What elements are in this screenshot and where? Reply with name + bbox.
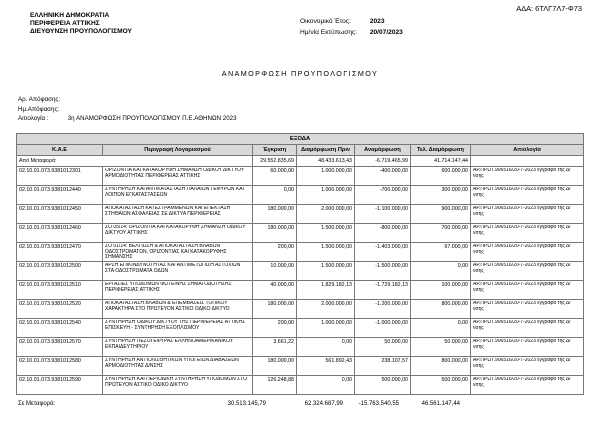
row-before: 2.000.000,00 — [297, 205, 355, 224]
issuer-line: ΔΙΕΥΘΥΝΣΗ ΠΡΟΥΠΟΛΟΓΙΣΜΟΥ — [30, 28, 132, 35]
issuer-line: ΠΕΡΙΦΕΡΕΙΑ ΑΤΤΙΚΗΣ — [30, 20, 100, 27]
column-header: Αιτιολογία — [471, 145, 584, 156]
row-approval: 200,00 — [253, 243, 297, 262]
row-description — [103, 300, 253, 319]
row-note — [471, 262, 584, 281]
row-note-text: ΑΡ.ΠΡΩΤ.906516/20-7-2023 εγγραφο της Δ/νσης — [473, 168, 571, 179]
row-note-text: ΑΡ.ΠΡΩΤ.906516/20-7-2023 εγγραφο της Δ/νσης — [473, 187, 571, 198]
row-code: 02.10.01.073.9381012570 — [17, 338, 103, 357]
row-final: 500.000,00 — [411, 376, 471, 395]
row-description-text: ΣΟ 05/14: ΟΡΙΖΟΝΤΙΑ ΚΑΙ ΚΑΤΑΚΟΡΥΦΗ ΣΗΜΑΝΣΗ ΟΔΙΚΟΥ ΔΙΚΤΥΟΥ ΑΤΤΙΚΗΣ — [105, 225, 246, 236]
table-row — [17, 262, 584, 281]
row-before: 1.500.000,00 — [297, 224, 355, 243]
row-approval: 180.000,00 — [253, 224, 297, 243]
row-description — [103, 224, 253, 243]
column-headers — [17, 145, 584, 156]
column-header: Κ.Α.Ε — [17, 145, 103, 156]
row-description-text: ΟΡΙΖΟΝΤΙΑ ΚΑΙ ΚΑΤΑΚΟΡΥΦΗ ΣΗΜΑΝΣΗ ΟΔΙΚΟΥ ΔΙΚΤΥΟΥ ΑΡΜΟΔΙΟΤΗΤΑΣ ΠΕΡΙΦΕΡΕΙΑΣ ΑΤΤΙΚΗΣ — [105, 168, 245, 179]
row-code: 02.10.01.073.9381012520 — [17, 300, 103, 319]
row-code: 02.10.01.073.9381012580 — [17, 357, 103, 376]
row-final: 700.000,00 — [411, 224, 471, 243]
totals-before: 62.324.687,99 — [304, 401, 343, 407]
row-note — [471, 357, 584, 376]
row-code: 02.10.01.073.9381012590 — [17, 376, 103, 395]
print-date: 20/07/2023 — [369, 29, 403, 36]
justification: 3η ΑΝΑΜΟΡΦΩΣΗ ΠΡΟΥΠΟΛΟΓΙΣΜΟΥ Π.Ε.ΑΘΗΝΩΝ 2023 — [67, 115, 237, 123]
totals-final: 46.561.147,44 — [421, 401, 460, 407]
row-before: 0,00 — [297, 338, 355, 357]
totals-approval: 30.513.145,79 — [227, 401, 266, 407]
table-row — [17, 281, 584, 300]
carry-approval: 29.552.835,69 — [253, 156, 297, 167]
row-code: 02.10.01.073.9381012470 — [17, 243, 103, 262]
justification-label: Αιτιολογία : — [18, 115, 49, 123]
column-header: Τελ. Διαμόρφωση — [411, 145, 471, 156]
decision-no-label: Αρ. Απόφασης: — [18, 96, 61, 103]
row-note — [471, 300, 584, 319]
row-before: 1.829.182,13 — [297, 281, 355, 300]
row-approval: 3.661,22 — [253, 338, 297, 357]
row-description-text: ΑΠΟΚΑΤΑΣΤΑΣΗ ΒΛΑΒΩΝ & ΕΠΕΜΒΑΣΕΙΣ ΤΟΠΙΚΟΥ ΧΑΡΑΚΤΗΡΑ ΣΤΟ ΠΡΩΤΕΥΟΝ ΑΣΤΙΚΟ ΟΔΙΚΟ ΔΙΚΤΥΟ — [105, 301, 230, 312]
row-description-text: ΣΥΝΤΗΡΗΣΗ ΠΕΖΟΓΕΦΥΡΑΣ ΕΛΛΗΝΟΑΜΕΡΙΚΑΝΙΚΟΥ ΕΚΠΑΙΔΕΥΤΗΡΙΟΥ — [105, 339, 234, 350]
row-description-text: ΣΥΝΤΗΡΗΣΗ ΚΑΙ ΠΕΡΙΟΔΙΚΗ ΣΥΝΤΗΡΗΣΗ ΥΠΟΔΟΜΩΝ ΣΤΟ ΠΡΩΤΕΥΟΝ ΑΣΤΙΚΟ ΟΔΙΚΟ ΔΙΚΤΥΟ — [105, 377, 248, 388]
row-code: 02.10.01.073.9381012500 — [17, 262, 103, 281]
table-row — [17, 319, 584, 338]
decision-meta — [18, 95, 237, 124]
table-row — [17, 376, 584, 395]
fiscal-year-label: Οικονομικό Έτος: — [300, 18, 351, 25]
row-change: -800.000,00 — [355, 224, 411, 243]
row-description — [103, 281, 253, 300]
print-date-label: Ημ/νία Εκτύπωσης: — [300, 29, 358, 36]
row-note-text: ΑΡ.ΠΡΩΤ.906516/20-7-2023 εγγραφο της Δ/νσης — [473, 206, 571, 217]
row-final: 900.000,00 — [411, 205, 471, 224]
row-description — [103, 243, 253, 262]
carry-forward-row — [17, 156, 584, 167]
row-note — [471, 186, 584, 205]
table-row — [17, 167, 584, 186]
row-final: 600.000,00 — [411, 167, 471, 186]
row-description — [103, 338, 253, 357]
row-note-text: ΑΡ.ΠΡΩΤ.906516/20-7-2023 εγγραφο της Δ/νσης — [473, 339, 571, 350]
column-header: Αναμόρφωση — [355, 145, 411, 156]
row-description-text: ΑΠΟΚΑΤΑΣΤΑΣΗ ΚΑΤΕΣΤΡΑΜΜΕΝΩΝ ΚΑΙ ΕΠΕΚΤΑΣΗ ΣΤΗΘΑΙΩΝ ΑΣΦΑΛΕΙΑΣ ΣΕ ΔΙΚΤΥΑ ΠΕΡΙΦΕΡΕΙΑΣ — [105, 206, 231, 217]
row-description — [103, 186, 253, 205]
row-note-text: ΑΡ.ΠΡΩΤ.906516/20-7-2023 εγγραφο της Δ/νσης — [473, 244, 571, 255]
ada-code: ΑΔΑ: 6ΤΛΓ7Λ7-Φ73 — [516, 4, 582, 13]
row-approval: 180.000,00 — [253, 300, 297, 319]
row-description — [103, 262, 253, 281]
row-description-text: ΣΟ 01/14: ΒΕΛΤΙΩΣΗ & ΑΠΟΚΑΤΑΣΤΑΣΗ ΒΛΑΒΩΝ ΟΔΟΣΤΡΩΜΑΤΩΝ, ΟΡΙΖΟΝΤΙΑΣ ΚΑΙ ΚΑΤΑΚΟΡΥΦΗΣ ΣΗΜΑΝΣΗΣ — [105, 244, 227, 261]
row-final: 300.000,00 — [411, 186, 471, 205]
row-final: 0,00 — [411, 262, 471, 281]
row-final: 800.000,00 — [411, 300, 471, 319]
row-approval: 40.000,00 — [253, 281, 297, 300]
row-note-text: ΑΡ.ΠΡΩΤ.906516/20-7-2023 εγγραφο της Δ/νσης — [473, 358, 571, 369]
row-before: 1.000.000,00 — [297, 167, 355, 186]
row-description — [103, 376, 253, 395]
row-approval: 10.000,00 — [253, 262, 297, 281]
column-header: Διαμόρφωση Πριν — [297, 145, 355, 156]
row-note — [471, 281, 584, 300]
row-code: 02.10.01.073.9381012460 — [17, 224, 103, 243]
row-approval: 200,00 — [253, 319, 297, 338]
row-note — [471, 338, 584, 357]
row-description-text: ΣΥΝΤΗΡΗΣΗ ΚΑΙ ΑΝΤΙΚΑΤΑΣΤΑΣΗ ΠΑΛΑΙΩΝ ΓΕΦΥΡΩΝ ΚΑΙ ΛΟΙΠΩΝ ΕΓΚΑΤΑΣΤΑΣΕΩΝ — [105, 187, 244, 198]
row-note-text: ΑΡ.ΠΡΩΤ.906516/20-7-2023 εγγραφο της Δ/νσης — [473, 301, 571, 312]
column-header: Έγκριση — [253, 145, 297, 156]
carry-label: Από Μεταφορά: — [17, 156, 253, 167]
table-row — [17, 224, 584, 243]
row-note — [471, 224, 584, 243]
column-header: Περιγραφή Λογαριασμού — [103, 145, 253, 156]
row-change: -1.403.000,00 — [355, 243, 411, 262]
table-row — [17, 357, 584, 376]
row-description-text: ΣΥΝΤΗΡΗΣΗ ΑΝΤΙΟΛΙΣΘΗΤΙΚΩΝ ΥΠΟΓΕΙΩΝ ΔΙΑΒΑΣΕΩΝ ΑΡΜΟΔΙΟΤΗΤΑΣ Δ/ΝΣΗΣ — [105, 358, 239, 369]
row-note — [471, 167, 584, 186]
row-change: 500.000,00 — [355, 376, 411, 395]
row-change: -400.000,00 — [355, 167, 411, 186]
row-change: -1.100.000,00 — [355, 205, 411, 224]
row-before: 1.000.000,00 — [297, 319, 355, 338]
row-code: 02.10.01.073.9381012510 — [17, 281, 103, 300]
row-before: 2.000.000,00 — [297, 300, 355, 319]
row-change: 238.107,57 — [355, 357, 411, 376]
row-final: 100.000,00 — [411, 281, 471, 300]
row-note-text: ΑΡ.ΠΡΩΤ.906516/20-7-2023 εγγραφο της Δ/νσης — [473, 282, 571, 293]
row-before: 0,00 — [297, 376, 355, 395]
row-note — [471, 319, 584, 338]
row-approval: 180.000,00 — [253, 205, 297, 224]
table-row — [17, 300, 584, 319]
document-info — [300, 16, 403, 38]
row-description — [103, 205, 253, 224]
carry-final: 41.714.147,44 — [411, 156, 471, 167]
row-note — [471, 376, 584, 395]
section-header: ΕΞΟΔΑ — [17, 134, 584, 145]
row-change: -1.200.000,00 — [355, 300, 411, 319]
row-approval: 126.248,88 — [253, 376, 297, 395]
row-approval: 180.000,00 — [253, 357, 297, 376]
row-description — [103, 357, 253, 376]
row-approval: 0,00 — [253, 186, 297, 205]
row-description-text: ΕΡΓΑΣΙΕΣ ΥΠΟΔΟΜΩΝ ΦΩΤΕΙΝΗΣ ΣΗΜΑΤΟΔΟΤΗΣΗΣ ΠΕΡΙΦΕΡΕΙΑΣ ΑΤΤΙΚΗΣ — [105, 282, 232, 293]
row-note — [471, 243, 584, 262]
row-note — [471, 205, 584, 224]
row-final: 50.000,00 — [411, 338, 471, 357]
row-change: 50.000,00 — [355, 338, 411, 357]
carry-before: 48.433.613,43 — [297, 156, 355, 167]
row-description-text: ΑΡΣΗ ΕΠΙΚΙΝΔΥΝΟΤΗΤΑΣ ΚΑΙ ΑΝΤΙΜΕΤΩΠΙΣΗ ΑΣΤΟΧΙΩΝ ΣΤΑ ΟΔΟΣΤΡΩΜΑΤΑ ΟΔΩΝ — [105, 263, 241, 274]
table-row — [17, 186, 584, 205]
totals-change: -15.763.540,55 — [358, 401, 399, 407]
decision-date-label: Ημ.Απόφασης: — [18, 105, 60, 113]
budget-table — [16, 133, 584, 395]
row-note-text: ΑΡ.ΠΡΩΤ.906516/20-7-2023 εγγραφο της Δ/νσης — [473, 320, 571, 331]
table-row — [17, 338, 584, 357]
row-final: 97.000,00 — [411, 243, 471, 262]
row-final: 800.000,00 — [411, 357, 471, 376]
row-description — [103, 319, 253, 338]
table-row — [17, 243, 584, 262]
row-before: 1.000.000,00 — [297, 186, 355, 205]
row-description — [103, 167, 253, 186]
issuer-line: ΕΛΛΗΝΙΚΗ ΔΗΜΟΚΡΑΤΙΑ — [30, 12, 110, 19]
row-code: 02.10.01.073.9381012540 — [17, 319, 103, 338]
fiscal-year: 2023 — [369, 18, 385, 25]
row-code: 02.10.01.073.9381012440 — [17, 186, 103, 205]
row-change: -1.500.000,00 — [355, 262, 411, 281]
page-title: ΑΝΑΜΟΡΦΩΣΗ ΠΡΟΥΠΟΛΟΓΙΣΜΟΥ — [221, 69, 379, 78]
row-final: 0,00 — [411, 319, 471, 338]
table-row — [17, 205, 584, 224]
row-note-text: ΑΡ.ΠΡΩΤ.906516/20-7-2023 εγγραφο της Δ/νσης — [473, 225, 571, 236]
row-before: 1.500.000,00 — [297, 262, 355, 281]
row-change: -700.000,00 — [355, 186, 411, 205]
row-before: 1.500.000,00 — [297, 243, 355, 262]
row-before: 561.892,43 — [297, 357, 355, 376]
totals-label: Σε Μεταφορά: — [18, 401, 56, 407]
row-change: -1.729.182,13 — [355, 281, 411, 300]
row-change: -1.000.000,00 — [355, 319, 411, 338]
row-note-text: ΑΡ.ΠΡΩΤ.906516/20-7-2023 εγγραφο της Δ/νσης — [473, 263, 571, 274]
carry-change: -6.719.465,99 — [355, 156, 411, 167]
row-description-text: ΣΥΝΤΗΡΗΣΗ ΟΔΙΚΟΥ ΔΙΚΤΥΟΥ ΤΗΣ ΠΕΡΙΦΕΡΕΙΑΣ ΑΤΤΙΚΗΣ ΕΠΙΣΚΕΥΗ - ΣΥΝΤΗΡΗΣΗ ΕΞΟΠΛΙΣΜΟΥ — [105, 320, 246, 331]
row-code: 02.10.01.073.9381012301 — [17, 167, 103, 186]
row-approval: 60.000,00 — [253, 167, 297, 186]
row-code: 02.10.01.073.9381012450 — [17, 205, 103, 224]
issuer-block — [30, 12, 132, 36]
row-note-text: ΑΡ.ΠΡΩΤ.906516/20-7-2023 εγγραφο της Δ/νσης — [473, 377, 571, 388]
